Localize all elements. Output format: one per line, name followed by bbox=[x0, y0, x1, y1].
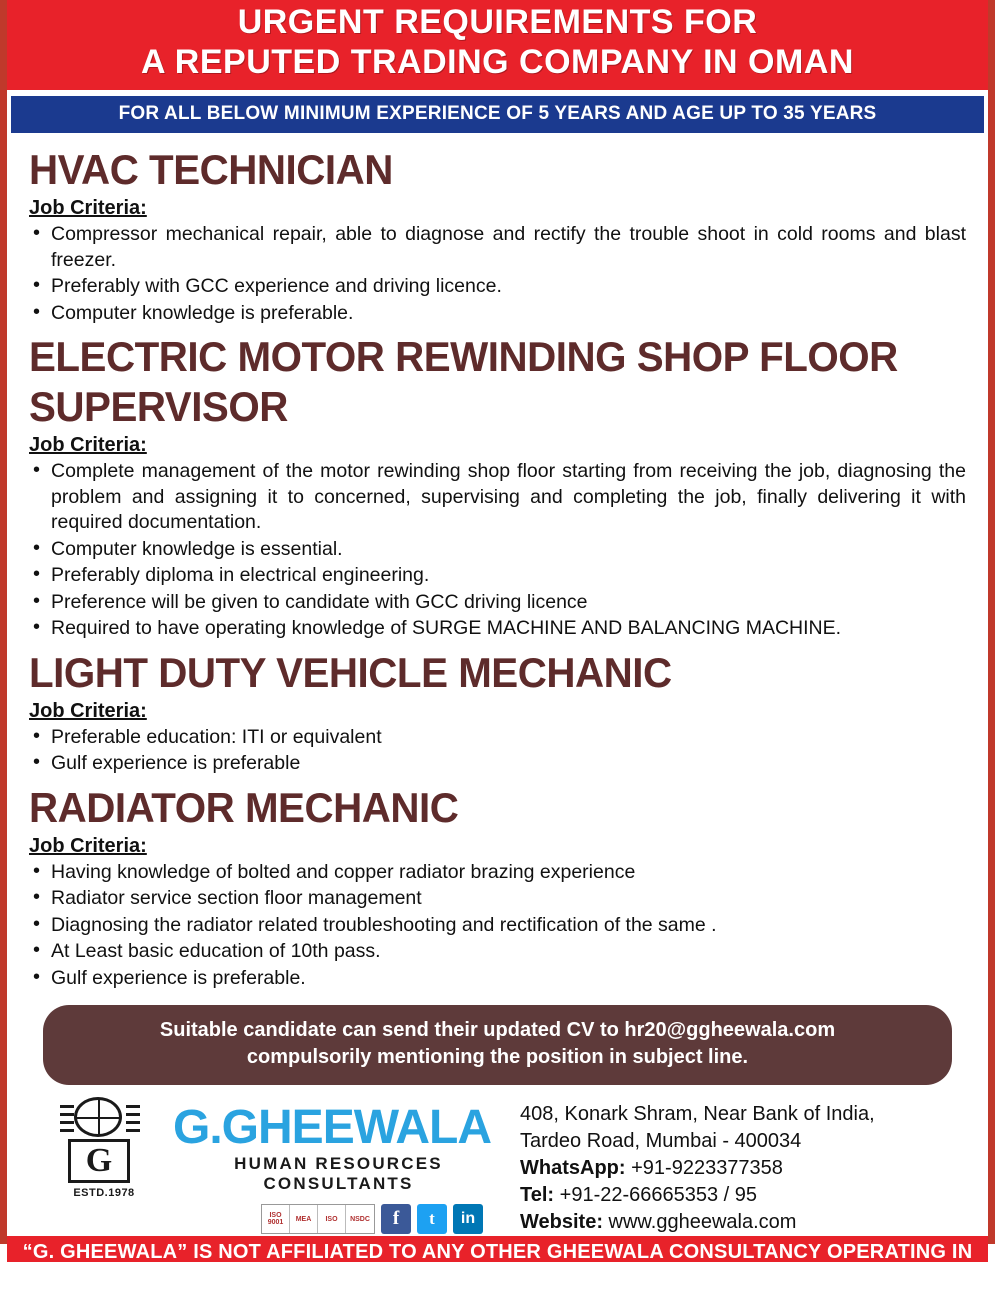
list-item: • Compressor mechanical repair, able to diagnose and rectify the trouble shoot in cold rooms and blast freezer. bbox=[29, 222, 966, 273]
job-title: ELECTRIC MOTOR REWINDING SHOP FLOOR SUPERVISOR bbox=[29, 333, 898, 430]
twitter-icon[interactable]: t bbox=[417, 1204, 447, 1234]
address-line-2: Tardeo Road, Mumbai - 400034 bbox=[520, 1130, 802, 1152]
tel-row bbox=[520, 1182, 950, 1209]
top-banner bbox=[7, 0, 988, 93]
job-criteria-label: Job Criteria: bbox=[29, 834, 147, 857]
company-logo-icon bbox=[60, 1097, 148, 1185]
job-criteria-label: Job Criteria: bbox=[29, 197, 147, 219]
list-item: • Preferably with GCC experience and driving licence. bbox=[29, 274, 966, 300]
list-item: • Gulf experience is preferable. bbox=[29, 966, 966, 992]
list-item: • Preferable education: ITI or equivalent bbox=[29, 725, 966, 751]
logo-block bbox=[45, 1097, 163, 1199]
website-value[interactable]: www.ggheewala.com bbox=[608, 1211, 797, 1233]
brand-name: G.GHEEWALA bbox=[173, 1101, 492, 1154]
jobs-section bbox=[7, 133, 988, 1236]
facebook-icon[interactable]: f bbox=[381, 1204, 411, 1234]
brand-tagline: HUMAN RESOURCES CONSULTANTS bbox=[234, 1154, 443, 1193]
globe-icon bbox=[74, 1097, 122, 1137]
badges-row bbox=[261, 1204, 510, 1234]
contact-block bbox=[520, 1097, 950, 1236]
website-label: Website: bbox=[520, 1211, 603, 1233]
list-item: • Required to have operating knowledge of SURGE MACHINE AND BALANCING MACHINE. bbox=[29, 616, 966, 642]
job-title: HVAC TECHNICIAN bbox=[29, 146, 393, 193]
cv-instruction-line-1: Suitable candidate can send their updated CV to hr20@ggheewala.com bbox=[159, 1019, 836, 1041]
list-item: • Computer knowledge is preferable. bbox=[29, 301, 966, 327]
job-title: RADIATOR MECHANIC bbox=[29, 783, 459, 831]
cert-badge: MEA bbox=[290, 1205, 318, 1233]
wing-right-icon bbox=[126, 1103, 140, 1137]
wing-left-icon bbox=[60, 1103, 74, 1137]
disclaimer-strip: “G. GHEEWALA” IS NOT AFFILIATED TO ANY OTHER GHEEWALA CONSULTANCY OPERATING IN INDIA bbox=[7, 1236, 988, 1262]
job-criteria-label: Job Criteria: bbox=[29, 699, 147, 722]
linkedin-icon[interactable]: in bbox=[453, 1204, 483, 1234]
footer bbox=[29, 1095, 966, 1236]
banner-line-1: URGENT REQUIREMENTS FOR bbox=[237, 3, 758, 41]
cv-instruction-box bbox=[43, 1005, 952, 1085]
job-block bbox=[29, 145, 966, 326]
list-item: • At Least basic education of 10th pass. bbox=[29, 939, 966, 965]
list-item: • Radiator service section floor management bbox=[29, 886, 966, 912]
list-item: • Gulf experience is preferable bbox=[29, 751, 966, 777]
list-item: • Diagnosing the radiator related troubleshooting and rectification of the same . bbox=[29, 913, 966, 939]
cv-instruction-line-2: compulsorily mentioning the position in subject line. bbox=[246, 1046, 749, 1068]
cert-badge: NSDC bbox=[350, 1215, 370, 1223]
whatsapp-label: WhatsApp: bbox=[520, 1157, 626, 1179]
tel-value[interactable]: +91-22-66665353 / 95 bbox=[559, 1184, 758, 1206]
job-block bbox=[29, 783, 966, 992]
brand-block bbox=[173, 1097, 510, 1234]
banner-line-2: A REPUTED TRADING COMPANY IN OMAN bbox=[141, 43, 854, 81]
logo-letter: G bbox=[68, 1139, 130, 1183]
certification-strip bbox=[261, 1204, 375, 1234]
established-year: ESTD.1978 bbox=[73, 1187, 135, 1199]
list-item: • Computer knowledge is essential. bbox=[29, 537, 966, 563]
job-criteria-list bbox=[29, 725, 966, 777]
job-criteria-list bbox=[29, 459, 966, 642]
job-criteria-label: Job Criteria: bbox=[29, 434, 147, 456]
job-criteria-list bbox=[29, 860, 966, 992]
tel-label: Tel: bbox=[520, 1184, 555, 1206]
address-line-1: 408, Konark Shram, Near Bank of India, bbox=[520, 1103, 875, 1125]
job-title: LIGHT DUTY VEHICLE MECHANIC bbox=[29, 648, 672, 696]
cert-badge: ISO bbox=[318, 1205, 346, 1233]
experience-age-banner: FOR ALL BELOW MINIMUM EXPERIENCE OF 5 YEARS AND AGE UP TO 35 YEARS bbox=[11, 96, 984, 133]
whatsapp-row bbox=[520, 1155, 950, 1182]
job-criteria-list bbox=[29, 222, 966, 326]
job-block bbox=[29, 648, 966, 777]
list-item: • Having knowledge of bolted and copper radiator brazing experience bbox=[29, 860, 966, 886]
website-row bbox=[520, 1209, 950, 1236]
cert-badge: ISO 9001 bbox=[262, 1205, 290, 1233]
list-item: • Preferably diploma in electrical engineering. bbox=[29, 563, 966, 589]
job-block bbox=[29, 332, 966, 642]
list-item: • Preference will be given to candidate with GCC driving licence bbox=[29, 590, 966, 616]
list-item: • Complete management of the motor rewinding shop floor starting from receiving the job, diagnosing the problem and assigning it to concerned, supervising and completing the job, finally delivering it with required documentation. bbox=[29, 459, 966, 536]
whatsapp-value[interactable]: +91-9223377358 bbox=[631, 1157, 783, 1179]
